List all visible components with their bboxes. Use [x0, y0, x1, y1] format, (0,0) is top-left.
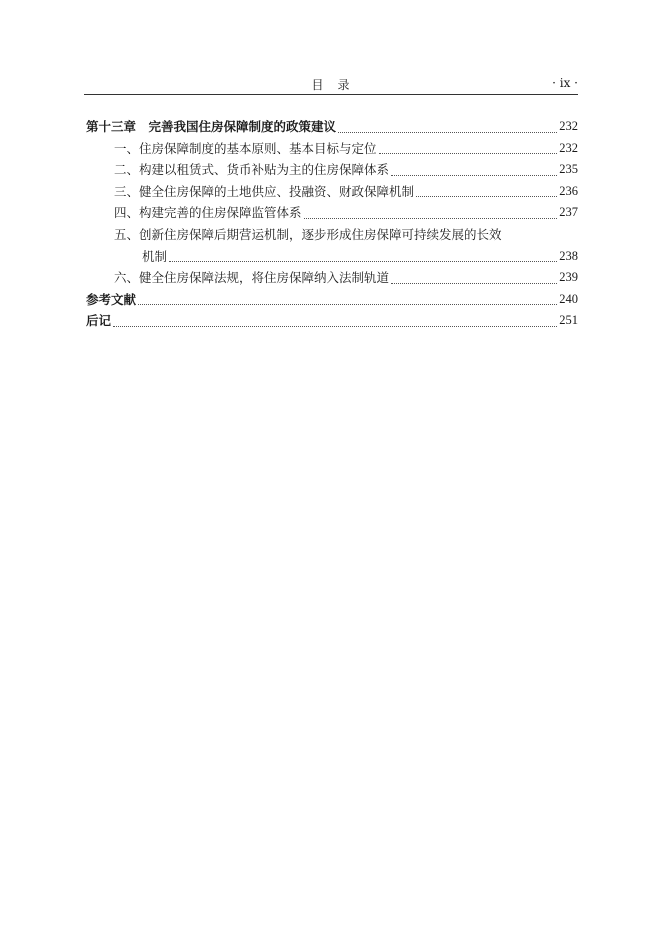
toc-entry-page: 239: [559, 270, 578, 285]
toc-entry-label: 第十三章 完善我国住房保障制度的政策建议: [86, 119, 337, 134]
toc-section-4[interactable]: [86, 202, 578, 224]
toc-section-1[interactable]: [86, 138, 578, 160]
dot-leader: [304, 218, 558, 219]
toc-entry-label: 参考文献: [86, 291, 137, 307]
toc-postscript[interactable]: [86, 310, 578, 332]
dot-leader: [338, 132, 557, 133]
dot-leader: [391, 175, 557, 176]
toc-entry-label: 二、构建以租赁式、货币补贴为主的住房保障体系: [114, 162, 390, 178]
toc-entry-label: 三、健全住房保障的土地供应、投融资、财政保障机制: [114, 183, 415, 199]
dot-leader: [138, 304, 557, 305]
toc-entry-page: 235: [559, 162, 578, 177]
running-header: [84, 76, 578, 95]
dot-leader: [416, 196, 557, 197]
toc-entry-label: 一、住房保障制度的基本原则、基本目标与定位: [114, 140, 377, 156]
toc-entry-label: 机制: [142, 248, 168, 264]
toc-chapter-13[interactable]: [86, 116, 578, 138]
toc-section-5-line1[interactable]: 五、创新住房保障后期营运机制，逐步形成住房保障可持续发展的长效: [114, 226, 502, 242]
toc-entry-page: 238: [559, 248, 578, 263]
dot-leader: [379, 153, 558, 154]
toc-section-5[interactable]: [86, 246, 578, 268]
dot-leader: [391, 283, 557, 284]
toc-entry-label: 六、健全住房保障法规，将住房保障纳入法制轨道: [114, 270, 390, 286]
toc-entry-page: 232: [559, 140, 578, 155]
toc-entry-page: 251: [559, 313, 578, 328]
toc-entry-label: 后记: [86, 313, 112, 329]
toc-entry-page: 240: [559, 291, 578, 306]
dot-leader: [113, 326, 557, 327]
toc-section-3[interactable]: [86, 181, 578, 203]
page-number: · ix ·: [552, 76, 578, 90]
toc-entry-page: 232: [559, 119, 578, 133]
table-of-contents: [86, 116, 578, 332]
toc-references[interactable]: [86, 289, 578, 311]
toc-entry-page: 236: [559, 183, 578, 198]
header-title: 目 录: [311, 78, 351, 92]
toc-section-6[interactable]: [86, 267, 578, 289]
toc-entry-page: 237: [559, 205, 578, 220]
dot-leader: [169, 261, 557, 262]
toc-entry-label: 四、构建完善的住房保障监管体系: [114, 205, 302, 221]
toc-section-2[interactable]: [86, 159, 578, 181]
